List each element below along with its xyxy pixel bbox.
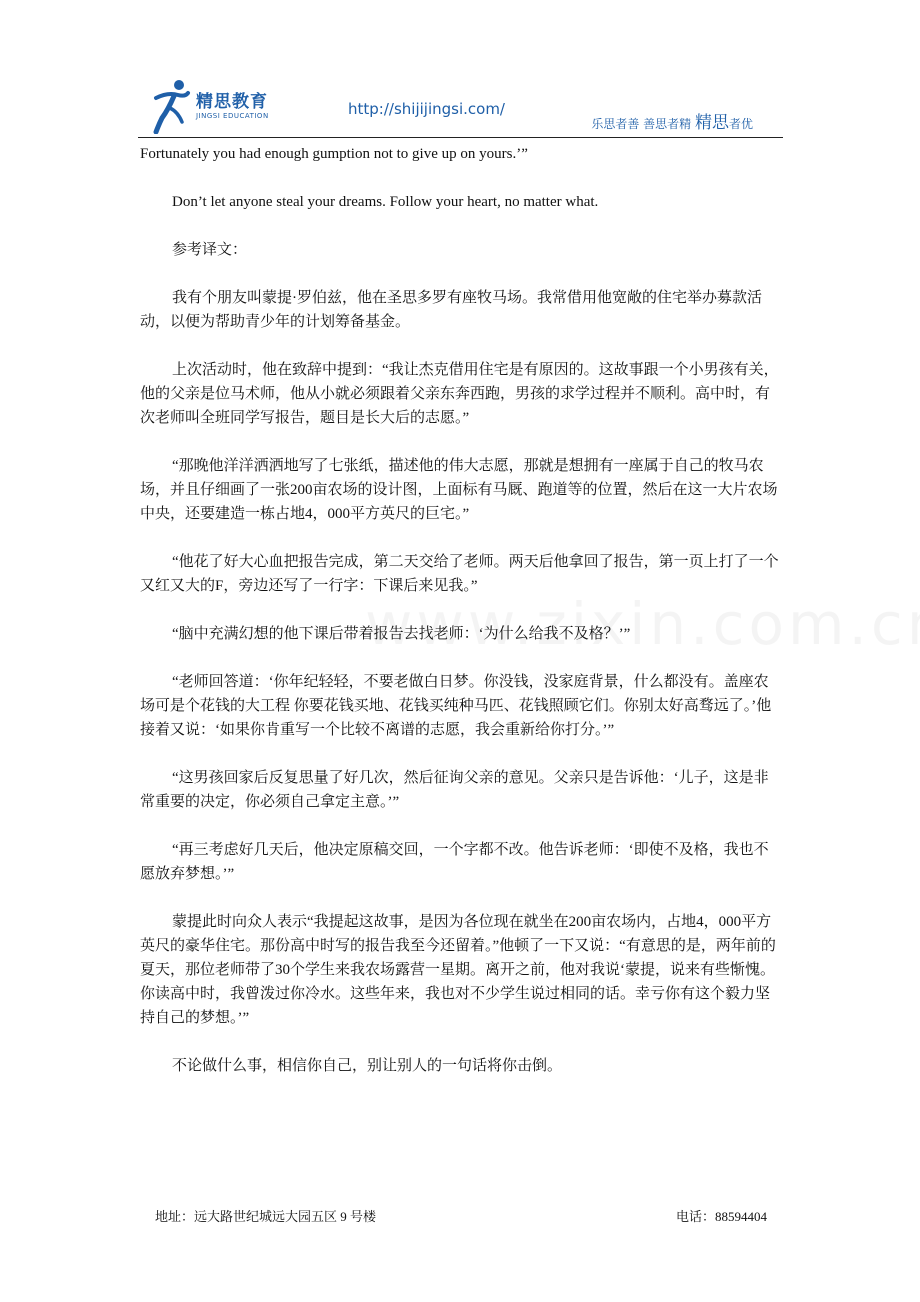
paragraph: 我有个朋友叫蒙提·罗伯兹，他在圣思多罗有座牧马场。我常借用他宽敞的住宅举办募款活动，以便为帮助青少年的计划筹备基金。 <box>140 290 762 330</box>
paragraph: “脑中充满幻想的他下课后带着报告去找老师：‘为什么给我不及格？’” <box>172 626 631 642</box>
slogan-part-1: 乐思者善 善思者精 <box>591 117 695 131</box>
paragraph: “这男孩回家后反复思量了好几次，然后征询父亲的意见。父亲只是告诉他：‘儿子，这是非常重要的决定，你必须自己拿定主意。’” <box>140 770 769 810</box>
paragraph: Fortunately you had enough gumption not to give up on yours.’” <box>140 146 528 162</box>
paragraph: 蒙提此时向众人表示“我提起这故事，是因为各位现在就坐在200亩农场内，占地4，000平方英尺的豪华住宅。那份高中时写的报告我至今还留着。”他顿了一下又说：“有意思的是，两年前的夏天，那位老师带了30个学生来我农场露营一星期。离开之前，他对我说‘蒙提，说来有些惭愧。你读高中时，我曾泼过你冷水。这些年来，我也对不少学生说过相同的话。幸亏你有这个毅力坚持自己的梦想。’” <box>140 914 776 1026</box>
footer-address: 地址：远大路世纪城远大园五区 9 号楼 <box>155 1209 377 1224</box>
slogan-emphasis: 精思 <box>694 113 729 133</box>
paragraph: “那晚他洋洋洒洒地写了七张纸，描述他的伟大志愿，那就是想拥有一座属于自己的牧马农场，并且仔细画了一张200亩农场的设计图，上面标有马厩、跑道等的位置，然后在这一大片农场中央，还要建造一栋占地4，000平方英尺的巨宅。” <box>140 458 778 522</box>
slogan <box>591 108 753 133</box>
translation-heading: 参考译文： <box>172 242 248 258</box>
paragraph: Don’t let anyone steal your dreams. Follow your heart, no matter what. <box>172 194 599 210</box>
page-footer <box>155 1206 767 1225</box>
footer-phone: 电话：88594404 <box>675 1209 767 1224</box>
paragraph: “他花了好大心血把报告完成，第二天交给了老师。两天后他拿回了报告，第一页上打了一个又红又大的F，旁边还写了一行字：下课后来见我。” <box>140 554 779 594</box>
brand-name: 精思教育 <box>196 92 268 112</box>
paragraph: “再三考虑好几天后，他决定原稿交回，一个字都不改。他告诉老师：‘即使不及格，我也不愿放弃梦想。’” <box>140 842 769 882</box>
paragraph: 不论做什么事，相信你自己，别让别人的一句话将你击倒。 <box>172 1058 563 1074</box>
header-divider <box>138 137 783 138</box>
paragraph: 上次活动时，他在致辞中提到：“我让杰克借用住宅是有原因的。这故事跟一个小男孩有关，他的父亲是位马术师，他从小就必须跟着父亲东奔西跑，男孩的求学过程并不顺利。高中时，有次老师叫全班同学写报告，题目是长大后的志愿。” <box>140 362 779 426</box>
page-header <box>138 74 783 136</box>
document-body <box>140 142 780 1102</box>
paragraph: “老师回答道：‘你年纪轻轻，不要老做白日梦。你没钱，没家庭背景，什么都没有。盖座农场可是个花钱的大工程 你要花钱买地、花钱买纯种马匹、花钱照顾它们。你别太好高骛远了。’他接着又说：‘如果你肯重写一个比较不离谱的志愿，我会重新给你打分。’” <box>140 674 772 738</box>
jingsi-logo-icon <box>152 78 192 134</box>
slogan-part-2: 者优 <box>728 117 753 131</box>
brand-name-english: JINGSI EDUCATION <box>196 112 269 120</box>
website-url[interactable]: http://shijijingsi.com/ <box>348 100 505 118</box>
